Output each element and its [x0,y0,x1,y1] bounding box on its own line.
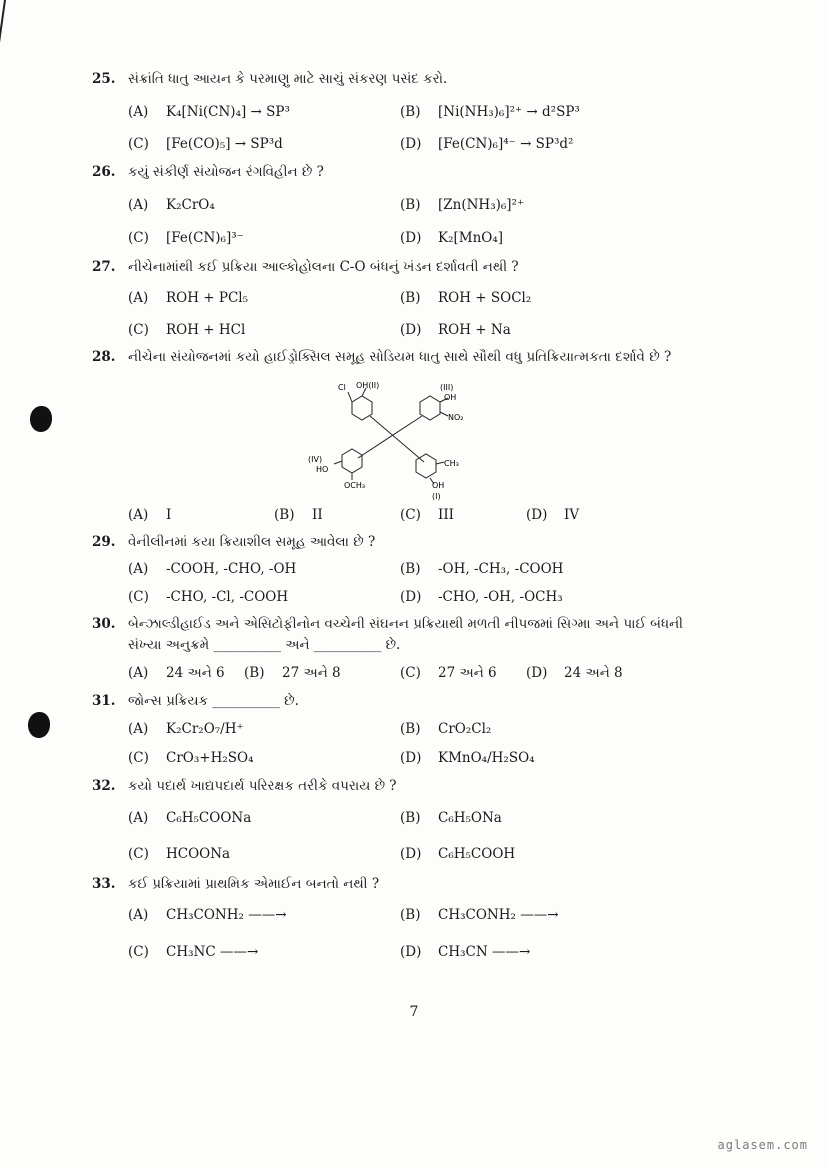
option: (B) II [274,507,323,523]
option: (C) [Fe(CO)₅] → SP³d [128,136,283,152]
structure-label: (IV) [308,455,323,464]
page-edge-mark [0,0,6,109]
option: (B) C₆H₅ONa [400,810,502,826]
question-30: 30. બેન્ઝાલ્ડીહાઈડ અને એસિટોફીનોન વચ્ચેની સંઘનન પ્રક્રિયાથી મળતી નીપજમાં સિગ્મા અને પાઈ બંધની [92,616,684,632]
option: (A) ROH + PCl₅ [128,290,249,306]
option: (C) HCOONa [128,846,231,862]
option: (A) K₄[Ni(CN)₄] → SP³ [128,104,290,120]
option: (B) [Ni(NH₃)₆]²⁺ → d²SP³ [400,104,580,120]
option: (B) ROH + SOCl₂ [400,290,532,306]
option: (A) CH₃CONH₂ ——→ [128,907,287,923]
structure-label: OCH₃ [344,481,366,490]
structure-label: OH(II) [356,381,380,390]
option: (D) KMnO₄/H₂SO₄ [400,750,535,766]
chemical-structure [300,380,500,505]
question-26: 26. કયું સંકીર્ણ સંયોજન રંગવિહીન છે ? [92,164,324,180]
option: (C) CrO₃+H₂SO₄ [128,750,254,766]
option: (D) IV [526,507,580,523]
question-29: 29. વેનીલીનમાં કયા ક્રિયાશીલ સમૂહ આવેલા છે ? [92,534,376,550]
structure-label: HO [316,465,329,474]
option: (A) K₂Cr₂O₇/H⁺ [128,721,244,737]
question-30-continued: સંખ્યા અનુક્રમે __________ અને __________ છે. [128,637,401,653]
punch-hole [28,712,50,738]
option: (C) III [400,507,454,523]
option: (B) [Zn(NH₃)₆]²⁺ [400,197,525,213]
option: (B) CrO₂Cl₂ [400,721,492,737]
option: (B) 27 અને 8 [244,665,341,681]
option: (D) CH₃CN ——→ [400,944,531,960]
punch-hole [30,406,52,432]
option: (D) [Fe(CN)₆]⁴⁻ → SP³d² [400,136,574,152]
option: (A) 24 અને 6 [128,665,225,681]
option: (D) C₆H₅COOH [400,846,516,862]
option: (C) [Fe(CN)₆]³⁻ [128,230,244,246]
option: (C) -CHO, -Cl, -COOH [128,589,289,605]
option: (C) CH₃NC ——→ [128,944,259,960]
question-25: 25. સંક્રાંતિ ધાતુ આયન કે પરમાણુ માટે સાચું સંકરણ પસંદ કરો. [92,71,448,87]
question-32: 32. કયો પદાર્થ ખાદ્યપદાર્થ પરિરક્ષક તરીકે વપરાય છે ? [92,778,397,794]
structure-label: (III) [440,383,454,392]
option: (D) -CHO, -OH, -OCH₃ [400,589,563,605]
option: (B) -OH, -CH₃, -COOH [400,561,564,577]
option: (C) 27 અને 6 [400,665,497,681]
structure-label: OH [444,393,457,402]
structure-label: NO₂ [448,413,464,422]
option: (A) C₆H₅COONa [128,810,252,826]
page-number: 7 [409,1004,419,1020]
option: (A) K₂CrO₄ [128,197,215,213]
question-31: 31. જોન્સ પ્રક્રિયક __________ છે. [92,693,299,709]
structure-label: OH [432,481,445,490]
question-27: 27. નીચેનામાંથી કઈ પ્રક્રિયા આલ્કોહોલના C-O બંધનું ખંડન દર્શાવતી નથી ? [92,259,519,275]
structure-label: (I) [432,492,441,501]
option: (B) CH₃CONH₂ ——→ [400,907,559,923]
option: (A) I [128,507,172,523]
option: (D) ROH + Na [400,322,511,338]
structure-label: CH₃ [444,459,459,468]
question-33: 33. કઈ પ્રક્રિયામાં પ્રાથમિક એમાઈન બનતો નથી ? [92,876,380,892]
option: (D) 24 અને 8 [526,665,623,681]
option: (A) -COOH, -CHO, -OH [128,561,297,577]
structure-label: Cl [338,383,346,392]
option: (C) ROH + HCl [128,322,246,338]
option: (D) K₂[MnO₄] [400,230,504,246]
question-28: 28. નીચેના સંયોજનમાં કયો હાઈડ્રોક્સિલ સમૂહ સોડિયમ ધાતુ સાથે સૌથી વધુ પ્રતિક્રિયાત્મકતા દર્શાવે છે ? [92,349,672,365]
watermark: aglasem.com [717,1138,808,1152]
